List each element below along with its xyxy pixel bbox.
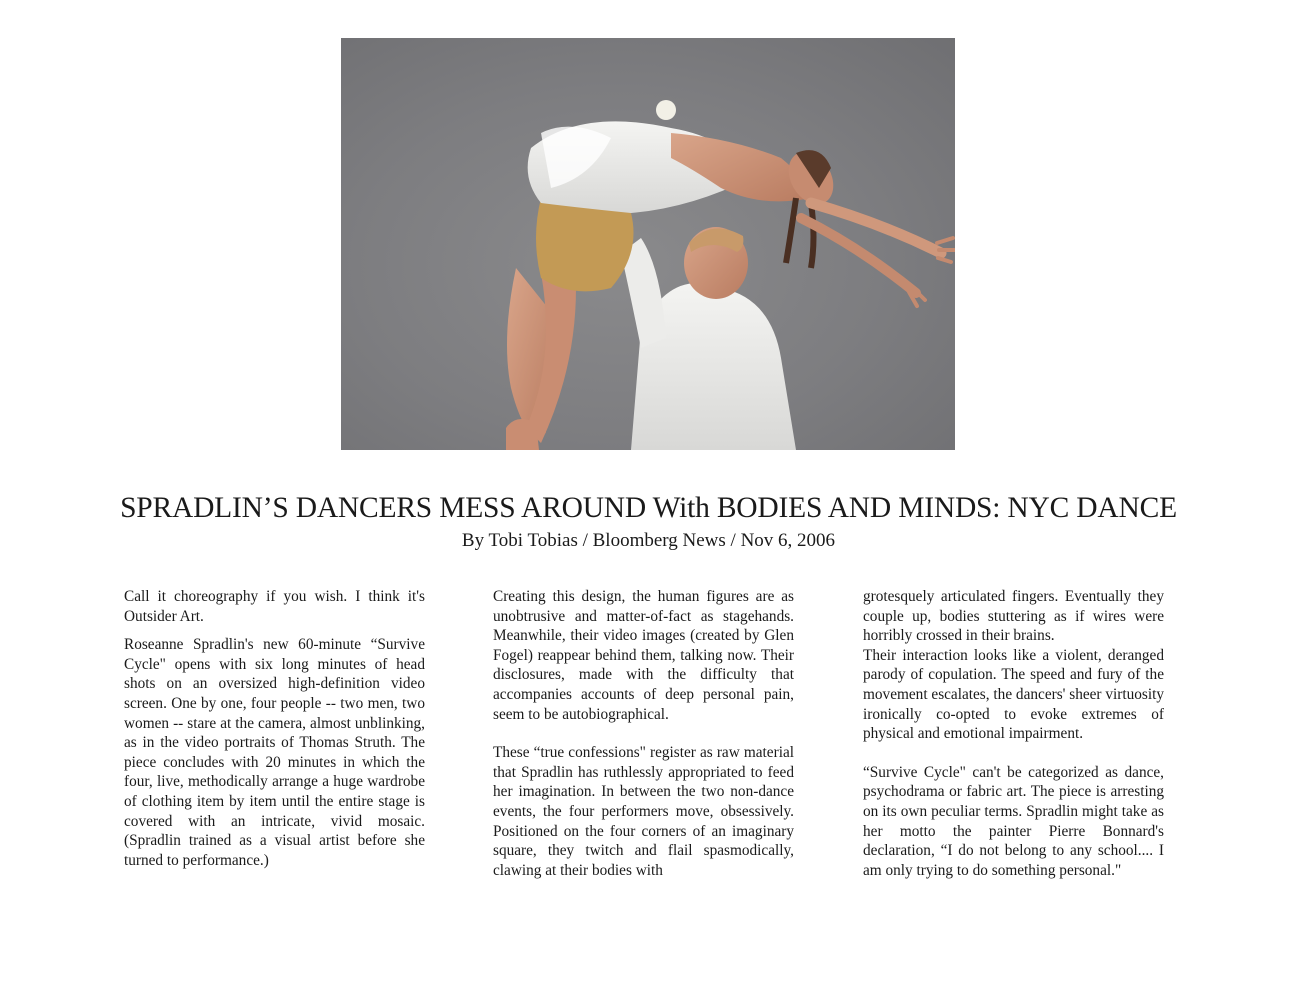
paragraph: grotesquely articulated fingers. Eventually they couple up, bodies stuttering as if wires were horribly crossed in their brains. (863, 588, 1164, 645)
paragraph: Creating this design, the human figures are as unobtrusive and matter-of-fact as stagehands. Meanwhile, their video images (created by Glen Fogel) reappear behind them, talking now. Their disclosures, made with the difficulty that accompanies accounts of deep personal pain, seem to be autobiographical. (493, 588, 794, 723)
paragraph: Roseanne Spradlin's new 60-minute “Survive Cycle" opens with six long minutes of head shots on an oversized high-definition video screen. One by one, four people -- two men, two women -- stare at the camera, almost unblinking, as in the video portraits of Thomas Struth. The piece concludes with 20 minutes in which the four, live, methodically arrange a huge wardrobe of clothing item by item until the entire stage is covered with an intricate, vivid mosaic. (Spradlin trained as a visual artist before she turned to performance.) (124, 636, 425, 869)
dance-photo-image (341, 38, 955, 450)
article-byline: By Tobi Tobias / Bloomberg News / Nov 6, 2006 (461, 530, 836, 551)
paragraph: Call it choreography if you wish. I think it's Outsider Art. (124, 588, 425, 625)
article-column-1 (124, 587, 425, 879)
article-column-3 (863, 587, 1164, 889)
article-headline: SPRADLIN’S DANCERS MESS AROUND With BODIES AND MINDS: NYC DANCE (120, 492, 1177, 524)
dance-photo (341, 38, 955, 450)
paragraph: “Survive Cycle" can't be categorized as dance, psychodrama or fabric art. The piece is arresting on its own peculiar terms. Spradlin might take as her motto the painter Pierre Bonnard's declaration, “I do not belong to any school.... I am only trying to do something personal." (863, 763, 1164, 879)
paragraph: These “true confessions" register as raw material that Spradlin has ruthlessly appropriated to feed her imagination. In between the two non-dance events, the four performers move, obsessively. Positioned on the four corners of an imaginary square, they twitch and flail spasmodically, clawing at their bodies with (493, 744, 794, 879)
article-column-2 (493, 587, 794, 889)
paragraph: Their interaction looks like a violent, deranged parody of copulation. The speed and fury of the movement escalates, the dancers' sheer virtuosity ironically co-opted to evoke extremes of physical and emotional impairment. (863, 646, 1164, 743)
